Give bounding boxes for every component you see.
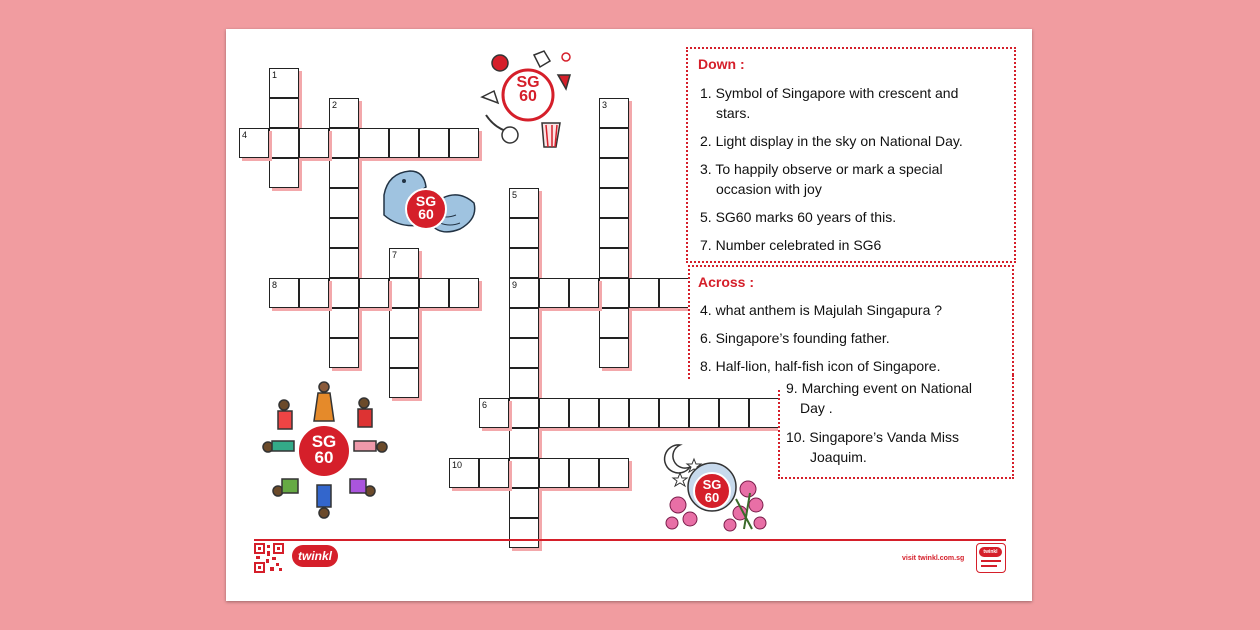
cell-number: 8 — [272, 280, 278, 290]
crossword-cell[interactable] — [329, 308, 359, 338]
crossword-cell[interactable] — [539, 458, 569, 488]
footer-divider — [254, 539, 1006, 541]
orchid-logo-sg: SG — [702, 477, 722, 492]
footer-url: visit twinkl.com.sg — [902, 555, 965, 562]
down-clue-7 — [700, 235, 1010, 255]
across-clue-4 — [700, 300, 942, 320]
cell-number: 3 — [602, 100, 608, 110]
crossword-cell[interactable] — [299, 128, 329, 158]
cell-number: 9 — [512, 280, 518, 290]
crossword-cell[interactable] — [509, 518, 539, 548]
crossword-cell[interactable] — [419, 278, 449, 308]
orchid-moon-sg60-illustration — [660, 439, 772, 535]
crossword-cell[interactable] — [329, 218, 359, 248]
clue-text-cont: occasion with joy — [716, 181, 822, 197]
clue-text: Singapore’s founding father. — [715, 330, 890, 346]
crossword-cell[interactable] — [359, 128, 389, 158]
clue-number: 5. — [700, 209, 712, 225]
crossword-cell[interactable] — [389, 308, 419, 338]
crossword-cell[interactable] — [329, 278, 359, 308]
cell-number: 2 — [332, 100, 338, 110]
crossword-cell[interactable] — [509, 308, 539, 338]
across-clue-9 — [786, 378, 1008, 418]
crossword-cell[interactable] — [599, 218, 629, 248]
clue-number: 8. — [700, 358, 712, 374]
orchid-logo-60: 60 — [704, 490, 720, 505]
clue-text-cont: stars. — [716, 105, 751, 121]
worksheet — [226, 29, 1032, 601]
crossword-cell[interactable] — [389, 368, 419, 398]
crossword-cell[interactable] — [389, 338, 419, 368]
clue-text: Singapore’s Vanda Miss — [809, 429, 960, 445]
clue-number: 7. — [700, 237, 712, 253]
merlion-sg60-illustration — [374, 165, 478, 239]
crossword-cell[interactable] — [299, 278, 329, 308]
down-clue-2 — [700, 131, 1010, 151]
down-heading: Down : — [698, 56, 745, 72]
clue-text: SG60 marks 60 years of this. — [715, 209, 897, 225]
crossword-cell[interactable] — [509, 248, 539, 278]
clue-text: Half-lion, half-fish icon of Singapore. — [715, 358, 941, 374]
crossword-cell[interactable] — [509, 398, 539, 428]
crossword-cell[interactable] — [389, 278, 419, 308]
crossword-cell[interactable] — [329, 338, 359, 368]
clue-number: 9. — [786, 380, 798, 396]
clue-number: 3. — [700, 161, 712, 177]
people-logo-60: 60 — [314, 448, 334, 467]
crossword-cell[interactable] — [749, 398, 779, 428]
crossword-cell[interactable] — [599, 308, 629, 338]
crossword-cell[interactable] — [539, 398, 569, 428]
clue-text: what anthem is Majulah Singapura ? — [715, 302, 943, 318]
crossword-cell[interactable] — [569, 458, 599, 488]
crossword-cell[interactable] — [599, 248, 629, 278]
clue-text: To happily observe or mark a special — [715, 161, 943, 177]
cell-number: 4 — [242, 130, 248, 140]
crossword-cell[interactable] — [689, 398, 719, 428]
crossword-cell[interactable] — [629, 278, 659, 308]
people-logo-sg: SG — [311, 432, 337, 451]
qr-code-icon — [254, 543, 284, 573]
crossword-cell[interactable] — [629, 398, 659, 428]
cell-number: 7 — [392, 250, 398, 260]
down-clue-1 — [700, 83, 1010, 123]
across-clue-10 — [786, 427, 1008, 467]
logo-text-60: 60 — [519, 88, 537, 105]
down-clues-panel — [686, 47, 1016, 263]
merlion-logo-sg: SG — [415, 193, 437, 209]
merlion-logo-60: 60 — [418, 206, 434, 222]
crossword-cell[interactable] — [359, 278, 389, 308]
crossword-cell[interactable] — [509, 428, 539, 458]
crossword-cell[interactable] — [599, 458, 629, 488]
crossword-cell[interactable] — [479, 458, 509, 488]
twinkl-badge — [976, 543, 1006, 573]
clue-text-cont: Joaquim. — [810, 449, 867, 465]
crossword-cell[interactable] — [599, 128, 629, 158]
crossword-cell[interactable] — [269, 98, 299, 128]
crossword-cell[interactable] — [329, 248, 359, 278]
crossword-cell[interactable] — [329, 128, 359, 158]
crossword-cell[interactable] — [509, 338, 539, 368]
crossword-cell[interactable] — [509, 458, 539, 488]
crossword-cell[interactable] — [509, 488, 539, 518]
crossword-cell[interactable] — [569, 398, 599, 428]
crossword-cell[interactable] — [509, 368, 539, 398]
crossword-cell[interactable] — [599, 338, 629, 368]
across-heading: Across : — [698, 274, 755, 290]
twinkl-logo-text: twinkl — [297, 549, 332, 563]
crossword-cell[interactable] — [659, 278, 689, 308]
clue-text: Marching event on National — [801, 380, 973, 396]
clue-text-cont: Day . — [800, 400, 833, 416]
clue-number: 1. — [700, 85, 712, 101]
clue-text: Light display in the sky on National Day. — [715, 133, 963, 149]
crossword-cell[interactable] — [569, 278, 599, 308]
crossword-cell[interactable] — [389, 128, 419, 158]
sg60-festive-illustration — [474, 45, 578, 149]
clue-number: 4. — [700, 302, 712, 318]
crossword-cell[interactable] — [719, 398, 749, 428]
twinkl-logo — [292, 545, 338, 567]
cell-number: 6 — [482, 400, 488, 410]
crossword-cell[interactable] — [539, 278, 569, 308]
crossword-cell[interactable] — [269, 128, 299, 158]
crossword-cell[interactable] — [599, 158, 629, 188]
crossword-cell[interactable] — [419, 128, 449, 158]
crossword-cell[interactable] — [599, 188, 629, 218]
crossword-cell[interactable] — [599, 278, 629, 308]
clue-text: Symbol of Singapore with crescent and — [715, 85, 959, 101]
crossword-cell[interactable] — [509, 218, 539, 248]
crossword-cell[interactable] — [329, 188, 359, 218]
crossword-cell[interactable] — [449, 278, 479, 308]
clue-number: 10. — [786, 429, 806, 445]
logo-text-sg: SG — [516, 74, 540, 91]
across-clue-8 — [700, 356, 940, 376]
crossword-cell[interactable] — [269, 158, 299, 188]
crossword-cell[interactable] — [599, 398, 629, 428]
clue-text: Number celebrated in SG6 — [715, 237, 882, 253]
people-circle-sg60-illustration — [260, 379, 388, 519]
cell-number: 5 — [512, 190, 518, 200]
clue-number: 6. — [700, 330, 712, 346]
clue-number: 2. — [700, 133, 712, 149]
crossword-cell[interactable] — [329, 158, 359, 188]
down-clue-5 — [700, 207, 1010, 227]
across-clue-6 — [700, 328, 890, 348]
cell-number: 10 — [452, 460, 463, 470]
down-clue-3 — [700, 159, 1010, 199]
crossword-cell[interactable] — [659, 398, 689, 428]
badge-brand: twinkl — [979, 547, 1002, 557]
cell-number: 1 — [272, 70, 278, 80]
